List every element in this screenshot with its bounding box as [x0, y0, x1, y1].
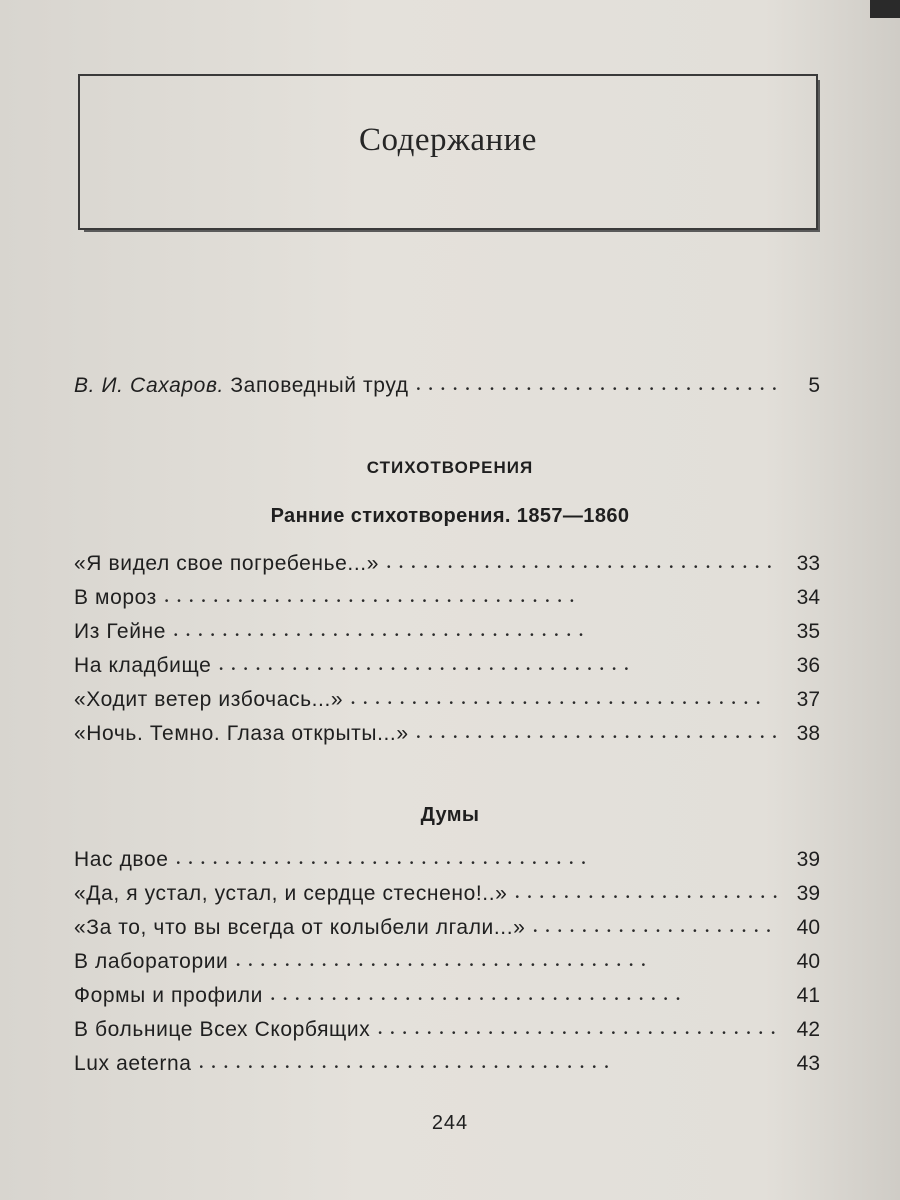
- toc-entry-intro: [74, 374, 820, 408]
- section-title: СТИХОТВОРЕНИЯ: [366, 458, 534, 477]
- toc-entry: [74, 654, 820, 688]
- toc-entry: [74, 916, 820, 950]
- dot-leader: [177, 848, 778, 872]
- toc-entry: [74, 552, 820, 586]
- entry-page: 34: [796, 586, 820, 609]
- dot-leader: [200, 1052, 778, 1076]
- entry-title: В больнице Всех Скорбящих: [74, 1018, 371, 1041]
- entry-page: 37: [796, 688, 820, 711]
- dot-leader: [271, 984, 778, 1008]
- page-title: Содержание: [359, 122, 537, 158]
- dot-leader: [515, 882, 778, 906]
- toc-entry: [74, 688, 820, 722]
- entry-page: 39: [796, 882, 820, 905]
- toc-entry: [74, 950, 820, 984]
- intro-author: В. И. Сахаров.: [74, 374, 224, 397]
- entry-title: Нас двое: [74, 848, 169, 871]
- entry-page: 40: [796, 916, 820, 939]
- book-edge: [870, 0, 900, 18]
- entry-title: «Я видел свое погребенье...»: [74, 552, 380, 575]
- dot-leader: [387, 552, 778, 576]
- entry-page: 36: [796, 654, 820, 677]
- intro-page: 5: [808, 374, 820, 397]
- intro-title: Заповедный труд: [230, 374, 409, 397]
- toc-entry: [74, 586, 820, 620]
- entry-page: 38: [796, 722, 820, 745]
- entry-title: Формы и профили: [74, 984, 263, 1007]
- toc-entry: [74, 848, 820, 882]
- entry-title: «Ночь. Темно. Глаза открыты...»: [74, 722, 409, 745]
- entry-title: В мороз: [74, 586, 157, 609]
- dot-leader: [351, 688, 778, 712]
- dot-leader: [533, 916, 778, 940]
- entry-title: Lux aeterna: [74, 1052, 192, 1075]
- dot-leader: [236, 950, 778, 974]
- entry-title: Из Гейне: [74, 620, 167, 643]
- entry-page: 33: [796, 552, 820, 575]
- dot-leader: [417, 374, 778, 398]
- toc-entry: [74, 1018, 820, 1052]
- entry-title: На кладбище: [74, 654, 212, 677]
- toc-entry: [74, 1052, 820, 1086]
- title-frame: [78, 74, 818, 230]
- group-title-early: Ранние стихотворения. 1857—1860: [270, 505, 630, 527]
- entry-title: «Да, я устал, устал, и сердце стеснено!..»: [74, 882, 508, 905]
- dot-leader: [219, 654, 778, 678]
- entry-title: «За то, что вы всегда от колыбели лгали...»: [74, 916, 526, 939]
- entry-title: В лаборатории: [74, 950, 229, 973]
- page-number: 244: [431, 1112, 469, 1134]
- toc-entry: [74, 984, 820, 1018]
- dot-leader: [165, 586, 778, 610]
- entry-page: 42: [796, 1018, 820, 1041]
- entry-page: 39: [796, 848, 820, 871]
- group-title-thoughts: Думы: [420, 804, 480, 826]
- entry-page: 40: [796, 950, 820, 973]
- toc-entry: [74, 722, 820, 756]
- dot-leader: [378, 1018, 778, 1042]
- toc-entry: [74, 620, 820, 654]
- dot-leader: [174, 620, 778, 644]
- entry-page: 35: [796, 620, 820, 643]
- entry-title: «Ходит ветер избочась...»: [74, 688, 344, 711]
- toc-entry: [74, 882, 820, 916]
- entry-page: 43: [796, 1052, 820, 1075]
- dot-leader: [417, 722, 778, 746]
- entry-page: 41: [796, 984, 820, 1007]
